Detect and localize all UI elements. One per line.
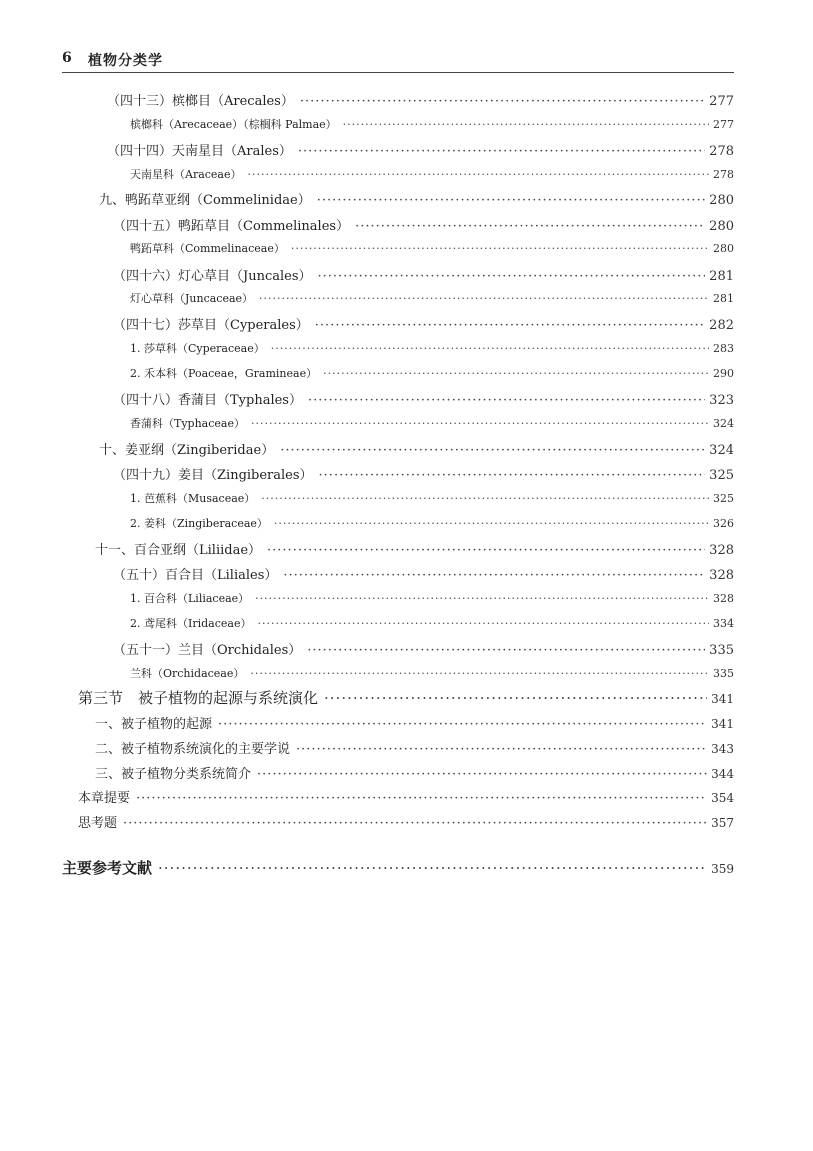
toc-entry-label: 兰科（Orchidaceae）: [130, 667, 245, 680]
toc-entry-page: 324: [709, 443, 734, 458]
toc-entry-label: （四十八）香蒲目（Typhales）: [113, 393, 302, 408]
toc-entry-page: 328: [709, 543, 734, 558]
dot-leader: [123, 816, 707, 831]
toc-entry-label: 十一、百合亚纲（Liliidae）: [95, 543, 262, 558]
toc-entry-label: （四十三）槟榔目（Arecales）: [107, 94, 294, 109]
toc-entry-label: 2. 姜科（Zingiberaceae）: [130, 517, 268, 530]
toc-entry-page: 280: [713, 242, 734, 255]
toc-entry-page: 335: [709, 643, 734, 658]
dot-leader: [267, 543, 705, 558]
toc-entry[interactable]: [130, 615, 734, 631]
dot-leader: [158, 859, 707, 877]
toc-entry[interactable]: [95, 738, 734, 757]
toc-entry-page: 354: [711, 791, 734, 805]
toc-entry[interactable]: [78, 812, 734, 831]
toc-entry-page: 359: [711, 862, 734, 876]
toc-entry-page: 341: [711, 692, 734, 706]
toc-entry-label: 三、被子植物分类系统简介: [95, 767, 252, 782]
toc-entry[interactable]: [95, 763, 734, 782]
toc-entry-page: 283: [713, 342, 734, 355]
toc-entry[interactable]: [130, 116, 734, 132]
dot-leader: [296, 742, 707, 757]
toc-entry[interactable]: [130, 166, 734, 182]
running-title: 植物分类学: [88, 53, 163, 69]
toc-entry[interactable]: [113, 215, 734, 234]
toc-entry-label: （五十一）兰目（Orchidales）: [113, 643, 302, 658]
dot-leader: [324, 689, 707, 707]
dot-leader: [271, 342, 709, 355]
toc-entry[interactable]: [113, 314, 734, 333]
toc-entry-page: 277: [709, 94, 734, 109]
toc-entry-label: 本章提要: [78, 791, 131, 806]
toc-entry-label: 鸭跖草科（Commelinaceae）: [130, 242, 285, 255]
toc-entry-label: 第三节 被子植物的起源与系统演化: [78, 689, 319, 707]
toc-entry[interactable]: [113, 389, 734, 408]
dot-leader: [259, 292, 709, 305]
toc-entry[interactable]: [99, 439, 734, 458]
toc-entry[interactable]: [113, 639, 734, 658]
toc-entry[interactable]: [130, 490, 734, 506]
dot-leader: [343, 118, 709, 131]
toc-entry-page: 323: [709, 393, 734, 408]
dot-leader: [308, 393, 705, 408]
running-header: [62, 48, 734, 72]
dot-leader: [318, 269, 706, 284]
toc-entry-page: 334: [713, 617, 734, 630]
toc-entry[interactable]: [95, 713, 734, 732]
toc-entry-label: 1. 芭蕉科（Musaceae）: [130, 492, 256, 505]
toc-entry-page: 280: [709, 193, 734, 208]
toc-entry[interactable]: [107, 90, 734, 109]
toc-entry-page: 324: [713, 417, 734, 430]
toc-entry[interactable]: [130, 240, 734, 256]
toc-entry-label: 1. 百合科（Liliaceae）: [130, 592, 250, 605]
dot-leader: [307, 643, 705, 658]
dot-leader: [283, 568, 705, 583]
toc-entry-page: 344: [711, 767, 734, 781]
dot-leader: [250, 667, 709, 680]
toc-entry[interactable]: [78, 687, 734, 708]
toc-entry-label: 二、被子植物系统演化的主要学说: [95, 742, 291, 757]
page-number: 6: [62, 50, 72, 66]
toc-entry-page: 357: [711, 816, 734, 830]
toc-entry-label: （四十四）天南星目（Arales）: [107, 144, 292, 159]
toc-entry[interactable]: [130, 515, 734, 531]
toc-entry-label: 主要参考文献: [62, 859, 153, 877]
toc-entry[interactable]: [113, 564, 734, 583]
toc-entry[interactable]: [95, 539, 734, 558]
dot-leader: [257, 767, 707, 782]
toc-entry-page: 326: [713, 517, 734, 530]
toc-entry-page: 341: [711, 717, 734, 731]
dot-leader: [255, 592, 709, 605]
dot-leader: [300, 94, 705, 109]
dot-leader: [323, 367, 709, 380]
toc-entry-label: 十、姜亚纲（Zingiberidae）: [99, 443, 275, 458]
toc-entry[interactable]: [130, 415, 734, 431]
toc-entry-label: 1. 莎草科（Cyperaceae）: [130, 342, 265, 355]
dot-leader: [136, 791, 707, 806]
toc-entry-label: （四十七）莎草目（Cyperales）: [113, 318, 309, 333]
dot-leader: [280, 443, 705, 458]
toc-entry-page: 328: [713, 592, 734, 605]
dot-leader: [261, 492, 709, 505]
toc-entry-label: 2. 禾本科（Poaceae，Gramineae）: [130, 367, 318, 380]
toc-entry-label: 思考题: [78, 816, 118, 831]
toc-entry[interactable]: [113, 464, 734, 483]
dot-leader: [291, 242, 709, 255]
toc-entry[interactable]: [130, 590, 734, 606]
toc-entry-label: 天南星科（Araceae）: [130, 168, 242, 181]
toc-entry-label: 槟榔科（Arecaceae）（棕榈科 Palmae）: [130, 118, 337, 131]
toc-entry-label: 2. 鸢尾科（Iridaceae）: [130, 617, 252, 630]
toc-entry-label: （四十六）灯心草目（Juncales）: [113, 269, 312, 284]
toc-entry[interactable]: [62, 857, 734, 878]
toc-entry[interactable]: [130, 665, 734, 681]
toc-entry[interactable]: [78, 787, 734, 806]
dot-leader: [248, 168, 710, 181]
toc-entry-label: 九、鸭跖草亚纲（Commelinidae）: [99, 193, 311, 208]
dot-leader: [274, 517, 709, 530]
toc-entry-label: （五十）百合目（Liliales）: [113, 568, 278, 583]
toc-entry-page: 281: [709, 269, 734, 284]
toc-entry-page: 328: [709, 568, 734, 583]
toc-entry-label: 灯心草科（Juncaceae）: [130, 292, 254, 305]
toc-entry[interactable]: [130, 290, 734, 306]
dot-leader: [317, 193, 705, 208]
toc-entry-page: 343: [711, 742, 734, 756]
toc-entry-page: 325: [709, 468, 734, 483]
dot-leader: [298, 144, 705, 159]
toc-entry[interactable]: [130, 365, 734, 381]
toc-entry-label: （四十九）姜目（Zingiberales）: [113, 468, 313, 483]
dot-leader: [257, 617, 709, 630]
dot-leader: [218, 717, 707, 732]
toc-entry-page: 278: [709, 144, 734, 159]
toc-entry-page: 278: [713, 168, 734, 181]
toc-entry-page: 290: [713, 367, 734, 380]
toc-entry[interactable]: [107, 140, 734, 159]
toc-entry[interactable]: [113, 265, 734, 284]
toc-entry-label: 一、被子植物的起源: [95, 717, 213, 732]
dot-leader: [251, 417, 709, 430]
toc-entry-page: 280: [709, 219, 734, 234]
toc-entry-label: 香蒲科（Typhaceae）: [130, 417, 245, 430]
toc-entry-page: 277: [713, 118, 734, 131]
dot-leader: [319, 468, 706, 483]
dot-leader: [315, 318, 705, 333]
toc-entry-label: （四十五）鸭跖草目（Commelinales）: [113, 219, 350, 234]
header-rule: [62, 72, 734, 73]
toc-entry-page: 335: [713, 667, 734, 680]
toc-entry-page: 325: [713, 492, 734, 505]
toc-entry[interactable]: [99, 189, 734, 208]
toc-entry-page: 282: [709, 318, 734, 333]
toc-entry[interactable]: [130, 340, 734, 356]
dot-leader: [355, 219, 705, 234]
toc-entry-page: 281: [713, 292, 734, 305]
